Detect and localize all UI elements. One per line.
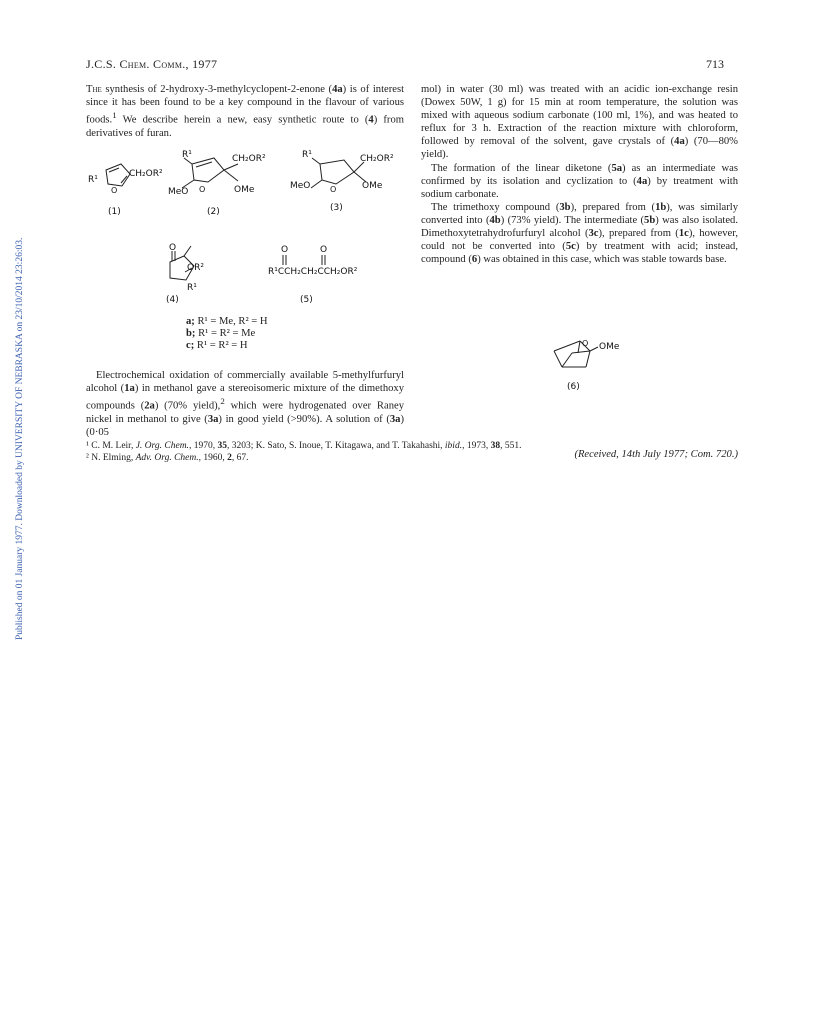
page-number: 713 (706, 57, 724, 71)
watermark-text: Published on 01 January 1977. Downloaded by UNIVERSITY OF NEBRASKA on 23/10/2014 23:26:03. (15, 237, 25, 640)
reference-number: ¹ (86, 441, 89, 451)
text-run: ) from derivatives of furan. (86, 114, 404, 139)
text-run: ) in methanol gave a stereoisomeric mixture of the dimethoxy compounds ( (86, 383, 405, 412)
compound-ref: 3a (389, 413, 401, 425)
reference-item (86, 441, 738, 453)
text-run: ) (70—80% yield). (421, 136, 739, 161)
bicyclic-compound-6 (540, 333, 650, 395)
furan-ring-1 (106, 164, 130, 186)
text-run: ) by treatment with sodium carbonate. (421, 175, 739, 200)
right-column (421, 83, 738, 266)
compound-ref: 5a (611, 162, 623, 174)
compound-ref: 5b (644, 214, 656, 226)
compound-ref: 4a (332, 84, 343, 95)
journal-name: Adv. Org. Chem. (135, 452, 199, 463)
legend-key: b; (186, 327, 196, 339)
ome-label: OMe (362, 181, 383, 191)
ch2or2-label: CH₂OR² (360, 154, 394, 164)
compound-ref: 2a (144, 400, 155, 412)
ome-label: OMe (234, 185, 255, 195)
o-label: O (281, 245, 289, 255)
text-run: , 67. (231, 452, 249, 463)
text-run: ) was also isolated. Dimethoxytetrahydrofurfuryl alcohol ( (421, 214, 738, 240)
text-run: ) as an intermediate was confirmed by its isolation and cyclization to ( (421, 162, 738, 187)
text-run: N. Elming, (88, 452, 136, 463)
compound-ref: 4a (674, 136, 685, 148)
compound-ref: 4 (368, 114, 374, 126)
text-run: , 1973, (462, 441, 491, 451)
text-run: which were hydrogenated over Raney nickel in methanol to give ( (86, 400, 404, 425)
compound-label-2: (2) (207, 207, 220, 217)
received-date: (Received, 14th July 1977; Com. 720.) (574, 449, 738, 460)
text-run: ), was similarly converted into ( (421, 201, 739, 226)
text-run: ) in good yield (>90%). A solution of ( (218, 413, 390, 425)
substituent-legend (186, 316, 268, 351)
text-run: synthesis of 2-hydroxy-3-methylcyclopent-2-enone ( (101, 84, 333, 95)
text-run: Electrochemical oxidation of commercially available 5-methylfurfuryl alcohol ( (86, 370, 404, 395)
text-run: ) by treatment with acid; instead, compound ( (421, 241, 738, 266)
text-run: , 3203; K. Sato, S. Inoue, T. Kitagawa, and T. Takahashi, (226, 441, 445, 451)
compound-ref: 3b (559, 201, 571, 213)
volume: 38 (490, 441, 501, 451)
tetrahydrofuran-ring-3 (320, 160, 354, 184)
compound-ref: 4a (636, 175, 648, 187)
legend-text: R¹ = Me, R² = H (197, 316, 268, 327)
diketone-paragraph (421, 162, 738, 201)
text-run: , 551. (500, 441, 522, 451)
legend-row (186, 340, 268, 352)
o-label: O (320, 245, 328, 255)
o-label: O (199, 185, 206, 194)
legend-row (186, 316, 268, 328)
r1-label: R¹ (88, 175, 98, 185)
volume: 2 (227, 452, 232, 463)
compound-ref: 4b (489, 214, 501, 226)
o-label: O (582, 339, 589, 348)
download-watermark (3, 180, 25, 640)
text-run: ) was obtained in this case, which was stable towards base. (477, 254, 727, 266)
text-run: mol) in water (30 ml) was treated with an acidic ion-exchange resin (Dowex 50W, 1 g) for 15 min at room temperature, the solution was mixed with aqueous sodium carbonate (100 ml, 1%), and was heated to reflux for 3 h. Extraction of the reaction mixture with chloroform, followed by removal of the solvent, gave crystals of ( (421, 84, 738, 148)
journal-name: J. Org. Chem. (135, 441, 189, 451)
trimethoxy-paragraph (421, 201, 738, 266)
compound-label-6: (6) (567, 382, 580, 392)
text-run: ), prepared from ( (570, 201, 656, 213)
ome-label: OMe (599, 342, 620, 352)
text-run: ) (0·05 (86, 413, 404, 438)
text-run: The formation of the linear diketone ( (431, 162, 612, 174)
text-run: , 1970, (188, 441, 218, 451)
legend-key: c; (186, 339, 195, 351)
compound-ref: 1b (655, 201, 667, 213)
reference-mark: 2 (220, 396, 225, 407)
r1-label: R¹ (187, 283, 197, 293)
compound-ref: 3a (207, 413, 219, 425)
text-run: , 1960, (198, 452, 228, 463)
reference-item (86, 453, 738, 465)
text-run: ), prepared from ( (598, 228, 679, 240)
legend-row (186, 328, 268, 340)
compound-label-1: (1) (108, 207, 121, 217)
r1-label: R¹ (182, 150, 192, 160)
text-run: ) is of interest since it has been found to be a key compound in the flavour of various foods. (86, 84, 405, 126)
text-run: We describe herein a new, easy synthetic route to ( (116, 114, 369, 126)
text-run: C. M. Leir, (88, 441, 136, 451)
o-label: O (111, 186, 118, 195)
text-run: ), however, could not be converted into ( (421, 228, 739, 253)
intro-paragraph (86, 83, 404, 140)
text-run: ) (70% yield), (154, 400, 221, 412)
or2-label: OR² (187, 263, 204, 273)
compound-ref: 1c (678, 228, 689, 240)
reference-mark: 1 (112, 110, 117, 121)
ch2or2-label: CH₂OR² (129, 169, 163, 179)
compound-ref: 1a (124, 383, 135, 395)
diketone-formula: R¹CCH₂CH₂CCH₂OR² (268, 267, 358, 277)
references (86, 441, 738, 464)
o-label: O (330, 185, 337, 194)
procedure-paragraph (421, 83, 738, 162)
ch2or2-label: CH₂OR² (232, 154, 266, 164)
meo-label: MeO (290, 181, 311, 191)
legend-text: R¹ = R² = H (196, 339, 248, 351)
text-run: The trimethoxy compound ( (431, 201, 560, 213)
meo-label: MeO (168, 187, 189, 197)
volume: 35 (217, 441, 227, 451)
r1-label: R¹ (302, 150, 312, 160)
compound-ref: 5c (565, 241, 576, 253)
compound-label-4: (4) (166, 295, 179, 305)
text-run: ) (73% yield). The intermediate ( (500, 214, 645, 226)
reference-number: ² (86, 452, 89, 463)
journal-header: J.C.S. Chem. Comm., 1977 (86, 57, 218, 71)
intro-lead-word: The (86, 84, 102, 95)
compound-label-3: (3) (330, 203, 343, 213)
oxidation-paragraph (86, 369, 404, 439)
o-label: O (169, 243, 177, 253)
legend-key: a; (186, 316, 195, 327)
compound-label-5: (5) (300, 295, 313, 305)
dihydrofuran-ring-2 (192, 158, 224, 182)
compound-ref: 6 (471, 254, 478, 266)
journal-name: ibid. (444, 441, 463, 451)
legend-text: R¹ = R² = Me (198, 327, 256, 339)
compound-ref: 3c (588, 228, 599, 240)
